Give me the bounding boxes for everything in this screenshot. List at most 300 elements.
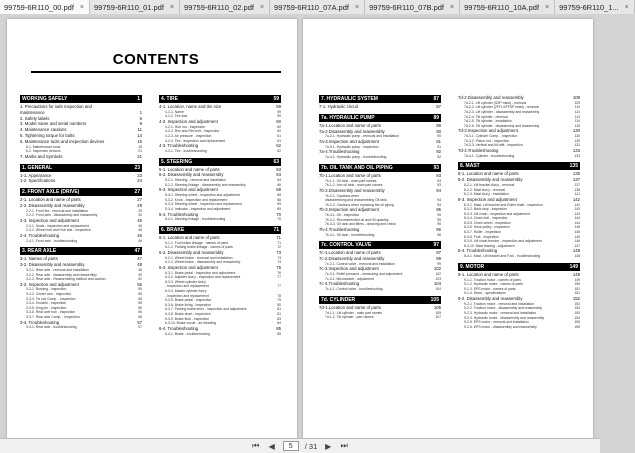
toc-entry-page: 49 [138, 272, 142, 277]
toc-entry-page: 23 [137, 172, 142, 178]
tab-bar [0, 0, 629, 14]
toc-entry-title: 7b-1.Location and name of parts [319, 172, 381, 178]
toc-entry-page: 48 [137, 262, 142, 268]
toc-entry-page: 147 [574, 243, 580, 248]
toc-entry-title: 3-3-1. Bushing - inspection [26, 287, 67, 292]
toc-entry-page: 150 [574, 282, 580, 287]
toc-entry-title: 2-3-1. Seals - inspection and replacement [26, 223, 89, 228]
toc-entry-title: 6-1-1. Foot brake linkage - names of parts [165, 240, 229, 245]
toc-entry-page: 14 [137, 132, 142, 138]
section-page: 63 [273, 158, 279, 165]
toc-section-heading[interactable] [319, 164, 441, 172]
toc-entry-page: 94 [437, 198, 441, 203]
toc-section-heading[interactable] [319, 296, 441, 304]
toc-entry-title: 7b-3-2. Recommended oil and Oil quantity [325, 217, 389, 222]
toc-entry-page: 45 [137, 217, 142, 223]
toc-entry-title: 7d-2-1. Lift cylinder (SSP mast) - removal [464, 100, 527, 105]
toc-entry-page: 55 [138, 296, 142, 301]
toc-entry-page: 89 [436, 122, 441, 128]
toc-entry-title: 7-1. Hydraulic circuit [319, 104, 358, 109]
toc-entry-page: 59 [276, 104, 281, 109]
toc-entry-page: 70 [276, 211, 281, 217]
close-icon[interactable]: × [545, 3, 550, 11]
toc-entry-page: 111 [574, 109, 580, 114]
toc-section [458, 263, 580, 330]
section-title: 7d. CYLINDER [321, 296, 356, 303]
toc-entry-page: 105 [435, 310, 441, 315]
toc-entry-title: 6-1. Maintenance tools [26, 144, 61, 149]
toc-entry-title: 3-3-6. Rear axle hub - inspection [26, 310, 76, 315]
current-page-input[interactable]: 5 [283, 441, 299, 451]
toc-entry-page: 94 [436, 187, 441, 193]
total-pages-label: / 31 [304, 441, 318, 451]
tab-label: 99759-6R110_1... [559, 2, 619, 12]
toc-entry-title: 8-1. Location and name of parts [458, 171, 519, 177]
toc-entry-title: 8-4. Troubleshooting [458, 248, 498, 254]
toc-entry-title: 1. Precautions for safe inspection and [20, 104, 92, 109]
toc-entry-title: 7c-2-1. Control valve - removal and installation [325, 261, 395, 266]
toc-entry-page: 61 [277, 138, 281, 143]
toc-entry-page: 133 [572, 147, 580, 153]
toc-entry-title: 6-1. Location and name of parts [159, 234, 220, 240]
toc-entry-title: 3-3. Inspection and adjustment [20, 281, 79, 287]
toc-entry-title: 4-2. Inspection and adjustment [159, 118, 218, 124]
toc-entry-title: 7d-2-5. Tilt cylinder - installation [464, 119, 512, 124]
toc-entry-page: 105 [433, 304, 441, 310]
toc-entry-title: 3. Model name and serial numbers [20, 121, 87, 127]
toc-entry-title: 9-2-5. EPS motor - removal and installation [464, 320, 529, 325]
toc-entry-title: 7d-3.Inspection and adjustment [458, 128, 518, 134]
toc-entry-title: 7d-1-1. Lift cylinder - main part names [325, 310, 383, 315]
tab-1[interactable] [90, 0, 180, 14]
toc-column-3 [319, 95, 441, 324]
toc-entry-page: 92 [437, 155, 441, 160]
toc-entry-title: 4-1-1. Name [165, 109, 184, 114]
section-page: 105 [430, 296, 439, 303]
toc-entry-title: 2-4-1. Front axle - troubleshooting [26, 238, 78, 243]
toc-entry-title: 9-1-4. Motor - specifications [464, 291, 506, 296]
toc-entry-title: 3-3-2. Center arm - Inspection [26, 292, 72, 297]
toc-entry-title: 7d-3-3. Vertical and tilt drift - inspection [464, 143, 523, 148]
toc-entry-title: 6-3-7. Parking brake lever - inspection and adjustment [165, 307, 247, 312]
toc-section [20, 95, 142, 160]
toc-entry-page: 99 [436, 256, 441, 262]
toc-entry-title: 8-2-1. Lift bracket Ass'y - removal [464, 182, 515, 187]
close-icon[interactable]: × [354, 3, 360, 11]
toc-entry[interactable] [20, 325, 142, 330]
section-page: 93 [433, 164, 439, 171]
toc-entry[interactable] [159, 332, 281, 337]
section-title: 5. STEERING [161, 158, 193, 165]
toc-entry-title: 8-2-3. Mast Ass'y - installation [464, 192, 509, 197]
close-icon[interactable]: × [624, 3, 629, 11]
toc-entry-page: 155 [574, 320, 580, 325]
tab-label: 99759-6R110_00.pdf [4, 2, 74, 12]
toc-entry-title: 6-4-1. Brake - troubleshooting [165, 331, 210, 336]
toc-entry-page: 55 [138, 301, 142, 306]
toc-entry-page: 144 [574, 220, 580, 225]
toc-section [319, 164, 441, 238]
toc-entry-page: 55 [138, 292, 142, 297]
toc-section-heading[interactable] [20, 188, 142, 196]
close-icon[interactable]: × [169, 3, 175, 11]
toc-entry-title: 4-2-4. Tire - Inspection and replacement [165, 138, 226, 143]
section-title: 8. MAST [460, 163, 480, 170]
toc-entry-title: 5-4. Troubleshooting [159, 211, 199, 217]
toc-section-heading[interactable] [20, 247, 142, 255]
toc-entry[interactable] [20, 239, 142, 244]
section-title: 7. HYDRAULIC SYSTEM [321, 96, 378, 102]
toc-entry-page: 109 [572, 95, 580, 100]
toc-entry-page: 77 [277, 275, 281, 280]
toc-entry-title: 7d-4.Troubleshooting [458, 147, 499, 153]
toc-entry-page: 81 [277, 312, 281, 316]
toc-entry-title: 7a-3-1. Hydraulic pump - inspection [325, 144, 379, 149]
toc-entry-page: 48 [138, 267, 142, 272]
toc-entry-page: 130 [574, 138, 580, 143]
toc-section-heading[interactable] [319, 95, 441, 103]
toc-entry-title: 8-3-7. Roller - inspection [464, 230, 501, 235]
toc-entry-title: 6-2. Disassembly and reassembly [159, 249, 224, 255]
toc-section [159, 226, 281, 336]
toc-entry-title: 9-2-2. Traction motor - disassembly and reassembly [464, 306, 543, 311]
toc-section [319, 114, 441, 160]
toc-entry-title: 7d-1.Location and name of parts [319, 304, 381, 310]
toc-entry-title: 3-1. Names of parts [20, 256, 58, 262]
toc-entry-title: 6-2. Inspection devices [26, 149, 61, 154]
toc-entry-page: 142 [574, 202, 580, 207]
toc-entry-page: 95 [437, 222, 441, 227]
section-title: 3. REAR AXLE [22, 248, 57, 255]
section-title: 9. MOTOR [460, 263, 485, 270]
toc-entry-title: 1-2. Specifications [20, 178, 56, 184]
toc-entry-page: 21 [137, 153, 142, 159]
toc-entry-title: 4-1-2. Tire size [165, 114, 188, 119]
toc-entry-title: 6. Maintenance tools and inspection devices [20, 138, 105, 144]
toc-entry-title: 9-1-3. EPS motor - names of parts [464, 286, 516, 291]
toc-entry-title: 6-3-1. Brake pedal - inspection and adjustment [165, 270, 236, 275]
toc-entry-page: 153 [574, 310, 580, 315]
toc-entry-page: 11 [137, 127, 142, 133]
toc-entry-title: 2-2-2. Front axle - disassembly and reassembly [26, 213, 98, 218]
toc-section-heading[interactable] [20, 95, 142, 103]
toc-entry-title: 7d-4-1. Cylinder - troubleshooting [464, 153, 515, 158]
toc-entry-title: 7c-3.Inspection and adjustment [319, 266, 379, 272]
section-title: 1. GENERAL [22, 164, 53, 171]
toc-entry-title: 6-3-4. Master cylinder Ass'y [165, 289, 207, 294]
toc-entry-title: 5. Tightening torque for bolts [20, 132, 75, 138]
toc-entry-title: 8-3-2. Back stop - inspection [464, 207, 507, 212]
tab-6[interactable] [555, 0, 635, 14]
toc-entry-title: 7b-3.Inspection and adjustment [319, 207, 379, 213]
toc-section-heading[interactable] [319, 241, 441, 249]
previous-page-icon[interactable]: ◀ [268, 441, 275, 451]
toc-entry-page: 21 [138, 149, 142, 154]
toc-entry-page: 92 [436, 149, 441, 155]
tab-label: 99759-6R110_07A.pdf [274, 2, 349, 12]
toc-section [159, 95, 281, 154]
toc-entry-title: disassembling and reassembling Oil tank [325, 198, 387, 203]
toc-section [319, 241, 441, 292]
toc-entry-title: 5-2-1. Steering - removal and installation [165, 178, 227, 183]
toc-entry-page: 149 [572, 271, 580, 277]
section-page: 47 [134, 248, 140, 255]
toc-entry-title: 8-3-10. Mast leaning - adjustment [464, 243, 515, 248]
toc-entry-page: 133 [574, 153, 580, 158]
toc-entry[interactable] [319, 104, 441, 110]
close-icon[interactable]: × [450, 3, 455, 11]
toc-entry-page: 137 [572, 177, 580, 183]
toc-entry-page: 57 [138, 325, 142, 330]
toc-entry[interactable] [319, 233, 441, 238]
toc-entry-page: 107 [435, 315, 441, 320]
toc-entry-title: 3-3-7. Rear axle Comp. - Inspection [26, 315, 80, 320]
toc-entry-page: 78 [277, 293, 281, 298]
section-title: WORKING SAFELY [22, 96, 68, 102]
tab-2[interactable] [180, 0, 270, 14]
toc-entry-page: 95 [437, 217, 441, 222]
toc-entry-title: 7a-2.Disassembly and reassembly [319, 128, 385, 134]
toc-section-heading[interactable] [159, 158, 281, 166]
toc-entry-page: 9 [139, 121, 142, 127]
toc-entry-title: 5-4-1. Steering linkage - troubleshooting [165, 217, 226, 222]
toc-entry-title: 1-1. Appearance [20, 172, 52, 178]
close-icon[interactable]: × [259, 3, 265, 11]
toc-entry-page: 73 [276, 249, 281, 255]
toc-entry-page: 137 [574, 182, 580, 187]
toc-entry-page: 56 [138, 305, 142, 310]
toc-section [20, 164, 142, 185]
toc-entry-page: 148 [574, 254, 580, 259]
toc-entry[interactable] [458, 325, 580, 330]
toc-entry-page: 102 [433, 266, 441, 272]
toc-entry-page: 96 [437, 232, 441, 237]
toc-entry-page: 151 [574, 291, 580, 296]
toc-entry-title: 9-2. Disassembly and reassembly [458, 296, 523, 301]
toc-entry[interactable] [319, 155, 441, 160]
toc-section-heading[interactable] [159, 226, 281, 234]
toc-entry-page: 130 [574, 134, 580, 139]
toc-entry-title: 5-1. Location and name of parts [159, 166, 220, 172]
toc-entry[interactable] [319, 287, 441, 292]
toc-entry-page: 69 [277, 206, 281, 211]
toc-entry-title: 7d-2-4. Tilt cylinder - removal [464, 114, 508, 119]
toc-entry-title: 3-3-5. King pin - inspection [26, 305, 67, 310]
toc-entry-page: 60 [277, 129, 281, 134]
toc-entry-page: 15 [138, 144, 142, 149]
first-page-icon[interactable]: ⏮ [252, 441, 260, 450]
toc-entry-page: 70 [277, 217, 281, 222]
toc-entry-page: 29 [138, 208, 142, 213]
toc-entry-title: 7b-3-1. Oil - inspection [325, 213, 360, 218]
toc-entry-page: 115 [574, 123, 580, 128]
toc-entry-page: 85 [276, 325, 281, 331]
pdf-page-right [303, 19, 593, 438]
toc-entry-title: 7a-2-1. Hydraulic pump - removal and installation [325, 134, 399, 139]
toc-entry-title: 6-3-9. Brake fluid - inspection [165, 316, 210, 321]
toc-entry-title: 7b-4.Troubleshooting [319, 226, 360, 232]
toc-entry-page: 141 [574, 192, 580, 197]
page-navigation-toolbar [0, 438, 600, 453]
toc-entry-title: 7b-1-1. Oil tank - main part names [325, 178, 377, 183]
toc-entry-title: 7c-3-2. Microswitch - adjustment [325, 276, 374, 281]
toc-entry-page: 109 [574, 100, 580, 105]
document-viewer[interactable] [0, 14, 600, 438]
toc-entry-title: 8-3. Inspection and adjustment [458, 196, 517, 202]
toc-entry-page: 47 [137, 256, 142, 262]
toc-entry-page: 56 [138, 315, 142, 320]
toc-section-heading[interactable] [159, 95, 281, 103]
toc-entry-title: 3-3-4. Knuckle - inspection [26, 301, 67, 306]
toc-section [319, 296, 441, 320]
toc-entry[interactable] [458, 254, 580, 259]
toc-entry-title: 3-2. Disassembly and reassembly [20, 262, 85, 268]
toc-entry-title: 2-2. Disassembly and reassembly [20, 202, 85, 208]
section-page: 135 [569, 163, 578, 170]
toc-entry-title: 7b-2.Disassembly and reassembly [319, 187, 385, 193]
toc-entry-page: 152 [574, 301, 580, 306]
toc-entry-title: 8-3-6. Hose pulley - inspection [464, 225, 510, 230]
toc-entry-page: 102 [435, 272, 441, 277]
toc-entry-title: 5-3-1. Steering wheel - Inspection and adjustment [165, 193, 240, 198]
toc-entry-title: 7b-2-2. Cautions when replacing the oil piping [325, 202, 394, 207]
toc-entry-title: 6-2-2. Wheel brake - disassembly and reassembly [165, 260, 241, 265]
toc-entry-page: 57 [137, 319, 142, 325]
toc-entry-page: 93 [436, 172, 441, 178]
toc-column-1 [20, 95, 142, 334]
toc-entry-title: 6-4. Troubleshooting [159, 325, 199, 331]
tab-label: 99759-6R110_02.pdf [184, 2, 254, 12]
toc-entry-title: 8-4-1. Mast, Lift bracket and Fork - troubleshooting [464, 254, 541, 259]
toc-entry-title: 7c-2.Disassembly and reassembly [319, 256, 385, 262]
toc-entry-title: 3-2-1. Rear axle - removal and installation [26, 267, 89, 272]
toc-entry-title: 7d-2.Disassembly and reassembly [458, 95, 524, 100]
toc-entry-title: 4-1. Location, name and tire size [159, 104, 222, 109]
toc-entry-page: 71 [276, 234, 281, 240]
toc-entry[interactable] [319, 315, 441, 320]
toc-entry[interactable] [20, 154, 142, 160]
toc-section [159, 158, 281, 222]
tab-5[interactable] [460, 0, 555, 14]
toc-entry-title: 7d-2-6. Tilt cylinder - disassembly and reassembly [464, 123, 540, 128]
toc-entry-title: 8-3-4. Chain bolt - inspection [464, 216, 508, 221]
next-page-icon[interactable]: ▶ [325, 441, 332, 451]
toc-entry-page: 152 [572, 296, 580, 301]
toc-entry-title: 7a-1.Location and name of parts [319, 122, 381, 128]
toc-entry-title: 4-3-1. Tire - troubleshooting [165, 148, 207, 153]
toc-section-heading[interactable] [458, 263, 580, 271]
toc-entry-page: 45 [138, 228, 142, 233]
toc-entry-page: 153 [574, 306, 580, 311]
section-page: 97 [433, 242, 439, 249]
tab-3[interactable] [270, 0, 365, 14]
toc-entry-page: 66 [277, 182, 281, 187]
section-page: 23 [134, 164, 140, 171]
toc-entry-page: 68 [276, 187, 281, 193]
toc-entry-page: 148 [572, 248, 580, 254]
toc-entry-title: 9-1-1. Traction motor - names of parts [464, 277, 521, 282]
toc-entry-title: 7c-4.Troubleshooting [319, 281, 360, 287]
toc-entry-title: 6-3-2. Adjuster Ass'y - inspection and replacement [165, 275, 241, 280]
toc-entry-title: 8-3-1. Mast, Lift bracket and Roller shaft - inspection [464, 202, 543, 207]
toc-section-heading[interactable] [319, 114, 441, 122]
toc-entry-title: 8-2-2. Mast Ass'y - removal [464, 187, 505, 192]
toc-entry[interactable] [159, 149, 281, 154]
toc-entry-page: 110 [574, 105, 580, 110]
toc-entry-page: 103 [435, 276, 441, 281]
toc-entry-page: 59 [277, 114, 281, 119]
toc-entry-title: 2-1. Location and name of parts [20, 197, 81, 203]
toc-entry-page: 131 [574, 143, 580, 148]
toc-entry-title: 7d-2-3. Lift cylinder - disassembly and reassembly [464, 109, 540, 114]
toc-entry-page: 87 [436, 104, 441, 109]
toc-column-2 [159, 95, 281, 340]
toc-entry-page: 69 [277, 202, 281, 207]
tab-4[interactable] [365, 0, 460, 14]
toc-entry-title: 6-3-6. Brake lining - Inspection [165, 302, 211, 307]
toc-entry-page: 60 [277, 124, 281, 129]
tab-0[interactable] [0, 0, 90, 14]
toc-section [20, 188, 142, 243]
close-icon[interactable]: × [79, 3, 85, 11]
toc-entry-title: 7d-1-2. Tilt cylinder - part names [325, 315, 374, 320]
toc-entry-page: 73 [277, 255, 281, 260]
toc-entry-title: - Inspection and replacement [165, 284, 209, 289]
toc-entry-page: 52 [138, 277, 142, 282]
toc-entry-page: 27 [137, 197, 142, 203]
toc-entry-title: 6-2-1. Wheel brake - removal and installation [165, 255, 233, 260]
toc-entry-page: 68 [277, 193, 281, 198]
toc-entry-page: 145 [574, 230, 580, 235]
toc-entry-page: 1 [139, 109, 142, 115]
toc-entry-page: 29 [137, 202, 142, 208]
toc-entry-title: 6-1-2. Parking brake linkage - names of parts [165, 245, 233, 250]
toc-entry-page: 94 [437, 202, 441, 207]
toc-entry-page: 55 [137, 281, 142, 287]
toc-entry-title: 8-3-8. Fork - inspection [464, 234, 499, 239]
toc-entry-page: 45 [138, 223, 142, 228]
toc-entry-page: 80 [277, 302, 281, 307]
section-title: 4. TIRE [161, 96, 178, 102]
toc-entry-page: 79 [277, 298, 281, 303]
toc-entry[interactable] [20, 178, 142, 184]
toc-entry-title: 7b-4-1. Oil tank - troubleshooting [325, 232, 375, 237]
toc-entry-page: 154 [574, 315, 580, 320]
toc-entry[interactable] [159, 217, 281, 222]
toc-entry-page: 91 [436, 138, 441, 144]
toc-entry-page: 76 [276, 264, 281, 270]
toc-entry-page: 135 [572, 171, 580, 177]
toc-entry-title: 5-3-4. Indicator - inspection and adjustment [165, 206, 231, 211]
toc-entry-title: 2. Safety labels [20, 115, 50, 121]
toc-entry-title: 6-3-8. Brake drum - inspection [165, 312, 211, 316]
last-page-icon[interactable]: ⏭ [340, 441, 348, 450]
toc-entry-title: 7c-1.Location and name of parts [319, 250, 381, 256]
toc-entry-page: 144 [574, 216, 580, 221]
toc-entry-title: 8-3-3. Lift chain - inspection and adjustment [464, 211, 530, 216]
toc-entry-title: 5-3-3. Steering wheel - inspection and replacement [165, 202, 242, 207]
toc-entry-page: 91 [437, 144, 441, 149]
toc-entry-title: 2-3-2. Wheel hub and Hub bolt - Inspection [26, 228, 91, 233]
toc-entry-page: 114 [574, 119, 580, 124]
toc-entry-page: 46 [137, 232, 142, 238]
toc-entry-page: 72 [277, 245, 281, 250]
section-title: 7c. CONTROL VALVE [321, 242, 372, 249]
toc-section-heading[interactable] [458, 162, 580, 170]
toc-section-heading[interactable] [20, 164, 142, 172]
section-page: 1 [137, 96, 140, 102]
toc-entry[interactable] [458, 154, 580, 159]
